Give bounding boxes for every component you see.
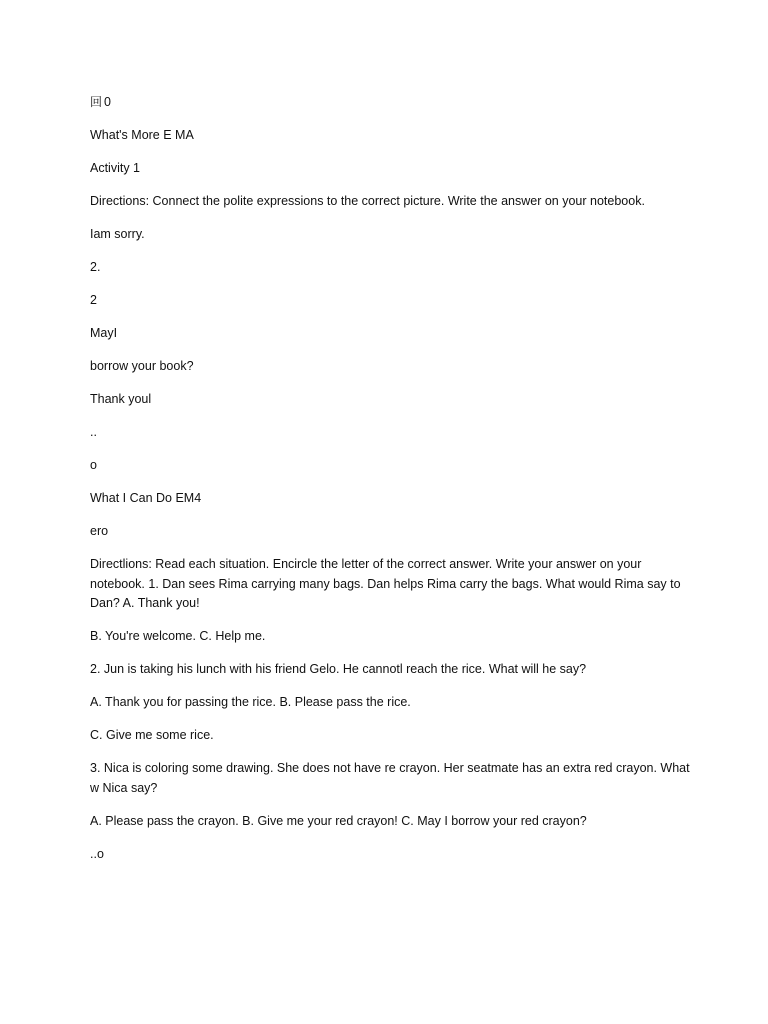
directions-paragraph-1: Directions: Connect the polite expressions to the correct picture. Write the answer on your notebook. xyxy=(90,194,645,208)
text-line: MayI xyxy=(90,326,118,340)
question-3: 3. Nica is coloring some drawing. She does not have re crayon. Her seatmate has an extra red crayon. What w Nica say? xyxy=(90,761,690,795)
activity-title: Activity 1 xyxy=(90,161,141,175)
section-title-whats-more: What's More E MA xyxy=(90,128,194,142)
directions-paragraph-2: Directlions: Read each situation. Encircle the letter of the correct answer. Write your answer on your notebook. 1. Dan sees Rima carrying many bags. Dan helps Rima carry the bags. What would Rima say to Dan? A. Thank you! xyxy=(90,557,681,610)
text-line: o xyxy=(90,458,97,472)
header-line xyxy=(90,93,690,113)
question-2: 2. Jun is taking his lunch with his friend Gelo. He cannotl reach the rice. What will he say? xyxy=(90,662,587,676)
box-glyph-icon: 回 xyxy=(90,95,103,109)
answer-choices: C. Give me some rice. xyxy=(90,728,214,742)
answer-choices: A. Please pass the crayon. B. Give me your red crayon! C. May I borrow your red crayon? xyxy=(90,814,587,828)
text-line: 2 xyxy=(90,293,97,307)
text-line: ..o xyxy=(90,847,104,861)
answer-choices: B. You're welcome. C. Help me. xyxy=(90,629,266,643)
text-line: Iam sorry. xyxy=(90,227,145,241)
section-title-what-i-can-do: What I Can Do EM4 xyxy=(90,491,202,505)
text-line: Thank youl xyxy=(90,392,152,406)
text-line: borrow your book? xyxy=(90,359,194,373)
text-line: .. xyxy=(90,425,97,439)
answer-choices: A. Thank you for passing the rice. B. Please pass the rice. xyxy=(90,695,411,709)
text-line: ero xyxy=(90,524,109,538)
header-text: 0 xyxy=(104,95,111,109)
text-line: 2. xyxy=(90,260,101,274)
